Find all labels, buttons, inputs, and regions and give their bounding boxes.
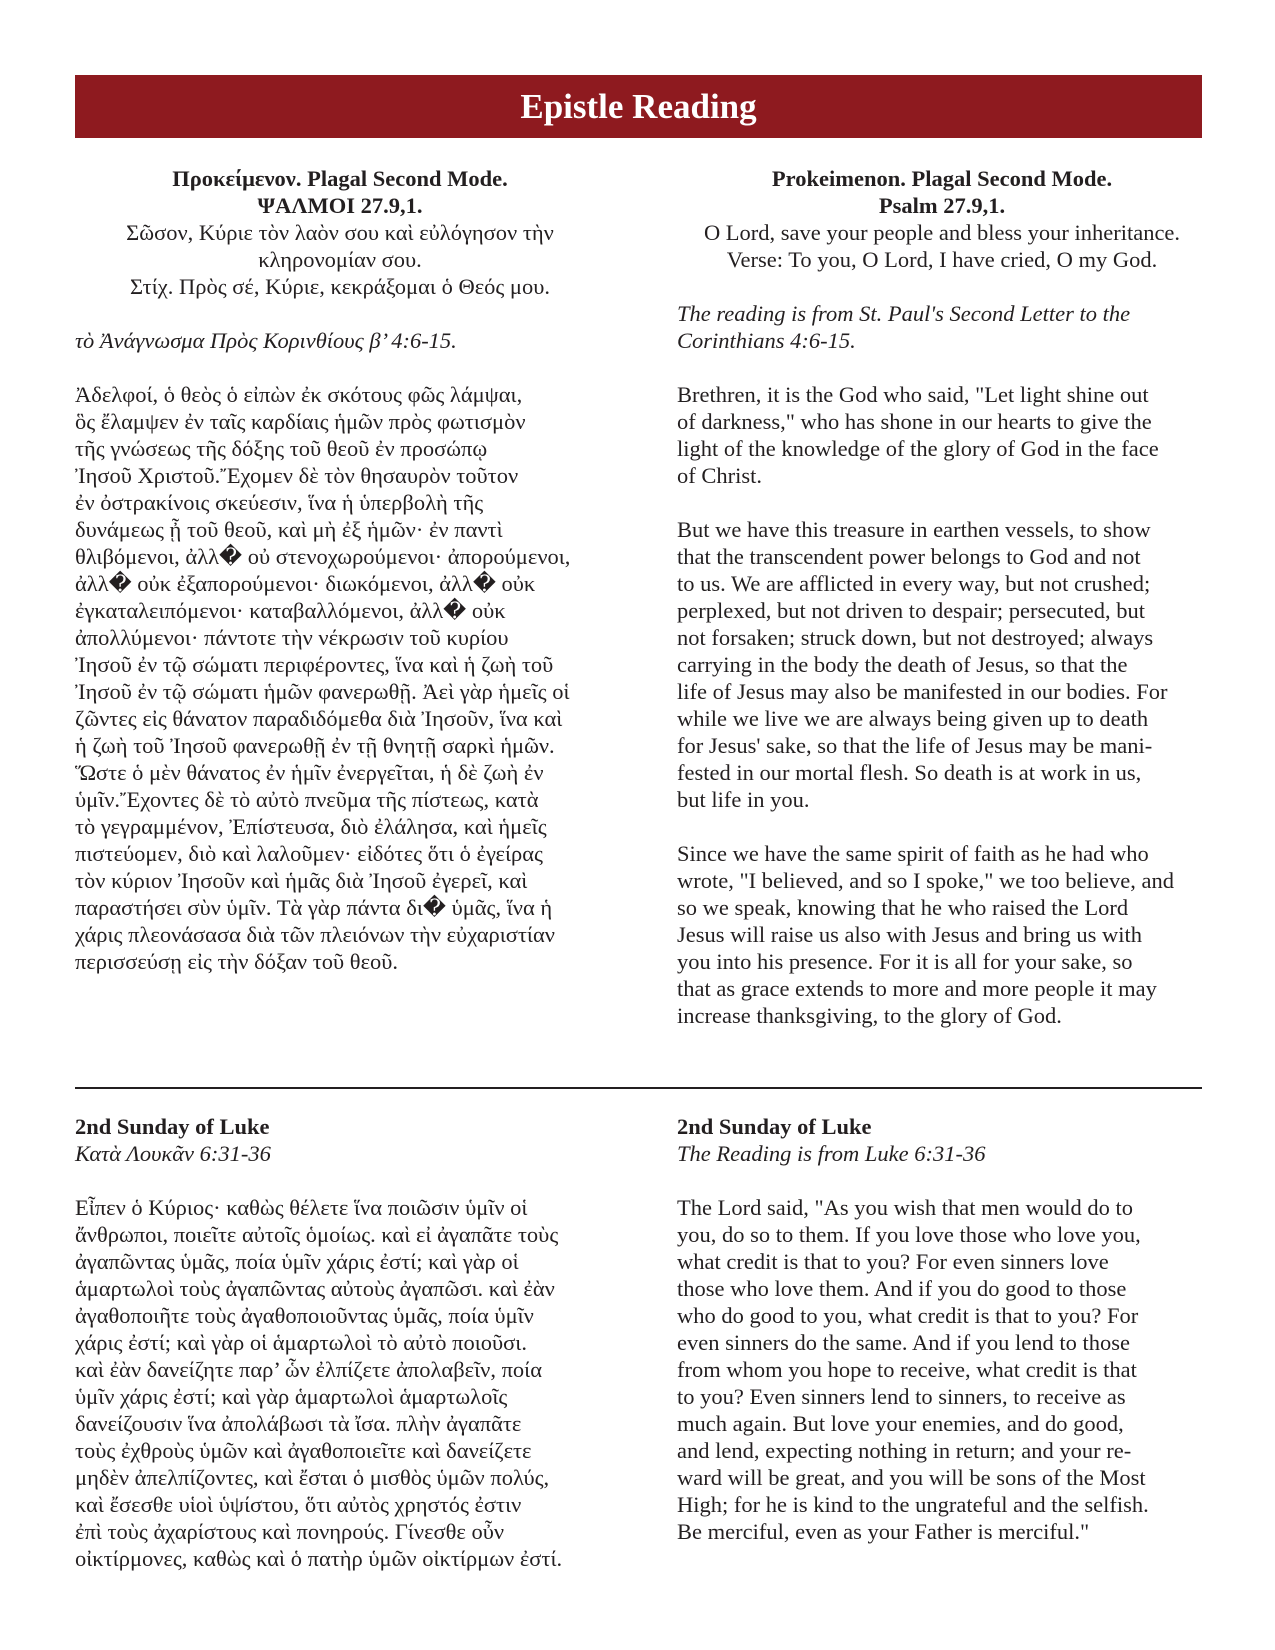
- text-line: χάρις πλεονάσασα διὰ τῶν πλειόνων τὴν εὐχαριστίαν: [75, 922, 555, 947]
- epistle-greek-text: [75, 381, 605, 975]
- epistle-english-column: [677, 165, 1207, 1029]
- text-line: Ἰησοῦ Χριστοῦ.Ἔχομεν δὲ τὸν θησαυρὸν τοῦτον: [75, 463, 519, 488]
- text-line: δανείζουσιν ἵνα ἀπολάβωσι τὰ ἴσα. πλὴν ἀγαπᾶτε: [75, 1411, 522, 1436]
- text-line: that the transcendent power belongs to God and not: [677, 544, 1141, 569]
- text-line: καὶ ἔσεσθε υἱοὶ ὑψίστου, ὅτι αὐτὸς χρηστός ἐστιν: [75, 1492, 522, 1517]
- text-line: περισσεύσῃ εἰς τὴν δόξαν τοῦ θεοῦ.: [75, 949, 399, 974]
- text-line: χάρις ἐστί; καὶ γὰρ οἱ ἁμαρτωλοὶ τὸ αὐτὸ ποιοῦσι.: [75, 1330, 527, 1355]
- gospel-greek-column: [75, 1113, 605, 1572]
- verse-line: O Lord, save your people and bless your inheritance.: [703, 220, 1181, 245]
- reading-title-greek: τὸ Ἀνάγνωσμα Πρὸς Κορινθίους β’ 4:6-15.: [75, 328, 457, 353]
- text-line: you into his presence. For it is all for your sake, so: [677, 949, 1133, 974]
- verse-line: κληρονομίαν σου.: [258, 247, 422, 272]
- text-line: ward will be great, and you will be sons of the Most: [677, 1465, 1146, 1490]
- text-line: καὶ ἐὰν δανείζητε παρ’ ὧν ἐλπίζετε ἀπολαβεῖν, ποία: [75, 1357, 543, 1382]
- text-line: light of the knowledge of the glory of God in the face: [677, 436, 1159, 461]
- text-line: much again. But love your enemies, and do good,: [677, 1411, 1124, 1436]
- epistle-greek-column: [75, 165, 605, 975]
- epistle-english-paragraph: [677, 381, 1207, 489]
- epistle-english-paragraph: [677, 516, 1207, 813]
- reading-title-english: [677, 300, 1207, 354]
- text-line: Brethren, it is the God who said, "Let light shine out: [677, 382, 1149, 407]
- text-line: ἁμαρτωλοὶ τοὺς ἀγαπῶντας αὐτοὺς ἀγαπῶσι. καὶ ἐὰν: [75, 1276, 555, 1301]
- gospel-english-text: [677, 1194, 1207, 1545]
- text-line: those who love them. And if you do good to those: [677, 1276, 1127, 1301]
- text-line: Ἰησοῦ ἐν τῷ σώματι ἡμῶν φανερωθῇ. Ἀεὶ γὰρ ἡμεῖς οἱ: [75, 679, 570, 704]
- page-title: Epistle Reading: [520, 87, 757, 126]
- text-line: The reading is from St. Paul's Second Letter to the: [677, 301, 1131, 326]
- psalm-english-heading: Psalm 27.9,1.: [878, 193, 1006, 218]
- text-line: μηδὲν ἀπελπίζοντες, καὶ ἔσται ὁ μισθὸς ὑμῶν πολύς,: [75, 1465, 550, 1490]
- text-line: τὸν κύριον Ἰησοῦν καὶ ἡμᾶς διὰ Ἰησοῦ ἐγερεῖ, καὶ: [75, 868, 528, 893]
- text-line: increase thanksgiving, to the glory of God.: [677, 1003, 1062, 1028]
- text-line: Ὥστε ὁ μὲν θάνατος ἐν ἡμῖν ἐνεργεῖται, ἡ δὲ ζωὴ ἐν: [75, 760, 544, 785]
- text-line: life of Jesus may also be manifested in our bodies. For: [677, 679, 1168, 704]
- text-line: ἐγκαταλειπόμενοι· καταβαλλόμενοι, ἀλλ� οὐκ: [75, 598, 506, 623]
- text-line: High; for he is kind to the ungrateful and the selfish.: [677, 1492, 1149, 1517]
- verse-line: Στίχ. Πρὸς σέ, Κύριε, κεκράξομαι ὁ Θεός μου.: [129, 274, 551, 299]
- text-line: ὑμῖν χάρις ἐστί; καὶ γὰρ ἁμαρτωλοὶ ἁμαρτωλοῖς: [75, 1384, 508, 1409]
- text-line: ὑμῖν.Ἔχοντες δὲ τὸ αὐτὸ πνεῦμα τῆς πίστεως, κατὰ: [75, 787, 539, 812]
- text-line: fested in our mortal flesh. So death is at work in us,: [677, 760, 1142, 785]
- text-line: ὃς ἔλαμψεν ἐν ταῖς καρδίαις ἡμῶν πρὸς φωτισμὸν: [75, 409, 526, 434]
- text-line: so we speak, knowing that he who raised the Lord: [677, 895, 1129, 920]
- gospel-english-heading: 2nd Sunday of Luke: [677, 1114, 872, 1139]
- text-line: ἀλλ� οὐκ ἐξαπορούμενοι· διωκόμενοι, ἀλλ� οὐκ: [75, 571, 536, 596]
- text-line: and lend, expecting nothing in return; and your re-: [677, 1438, 1132, 1463]
- gospel-greek-subheading: Κατὰ Λουκᾶν 6:31-36: [75, 1141, 271, 1166]
- text-line: perplexed, but not driven to despair; persecuted, but: [677, 598, 1145, 623]
- text-line: οἰκτίρμονες, καθὼς καὶ ὁ πατὴρ ὑμῶν οἰκτίρμων ἐστί.: [75, 1546, 563, 1571]
- text-line: ἀγαπῶντας ὑμᾶς, ποία ὑμῖν χάρις ἐστί; καὶ γὰρ οἱ: [75, 1249, 519, 1274]
- gospel-greek-heading: 2nd Sunday of Luke: [75, 1114, 270, 1139]
- text-line: for Jesus' sake, so that the life of Jesus may be mani-: [677, 733, 1153, 758]
- psalm-greek-heading: ΨΑΛΜΟΙ 27.9,1.: [257, 193, 423, 218]
- text-line: of Christ.: [677, 463, 763, 488]
- text-line: ἡ ζωὴ τοῦ Ἰησοῦ φανερωθῇ ἐν τῇ θνητῇ σαρκὶ ἡμῶν.: [75, 733, 555, 758]
- prokeimenon-greek-heading: Προκείμενον. Plagal Second Mode.: [172, 166, 508, 191]
- prokeimenon-english: [677, 165, 1207, 273]
- section-divider: [75, 1087, 1202, 1089]
- text-line: ἐπὶ τοὺς ἀχαρίστους καὶ πονηρούς. Γίνεσθε οὖν: [75, 1519, 505, 1544]
- text-line: ἀγαθοποιῆτε τοὺς ἀγαθοποιοῦντας ὑμᾶς, ποία ὑμῖν: [75, 1303, 534, 1328]
- text-line: even sinners do the same. And if you lend to those: [677, 1330, 1131, 1355]
- text-line: wrote, "I believed, and so I spoke," we too believe, and: [677, 868, 1174, 893]
- text-line: The Lord said, "As you wish that men would do to: [677, 1195, 1134, 1220]
- text-line: ζῶντες εἰς θάνατον παραδιδόμεθα διὰ Ἰησοῦν, ἵνα καὶ: [75, 706, 563, 731]
- text-line: But we have this treasure in earthen vessels, to show: [677, 517, 1151, 542]
- text-line: Ἀδελφοί, ὁ θεὸς ὁ εἰπὼν ἐκ σκότους φῶς λάμψαι,: [75, 382, 523, 407]
- text-line: ἄνθρωποι, ποιεῖτε αὐτοῖς ὁμοίως. καὶ εἰ ἀγαπᾶτε τοὺς: [75, 1222, 559, 1247]
- text-line: but life in you.: [677, 787, 810, 812]
- verse-line: Verse: To you, O Lord, I have cried, O my God.: [726, 247, 1158, 272]
- prokeimenon-english-heading: Prokeimenon. Plagal Second Mode.: [771, 166, 1113, 191]
- text-line: what credit is that to you? For even sinners love: [677, 1249, 1109, 1274]
- text-line: that as grace extends to more and more people it may: [677, 976, 1157, 1001]
- epistle-english-paragraph: [677, 840, 1207, 1029]
- text-line: Ἰησοῦ ἐν τῷ σώματι περιφέροντες, ἵνα καὶ ἡ ζωὴ τοῦ: [75, 652, 554, 677]
- text-line: while we live we are always being given up to death: [677, 706, 1149, 731]
- text-line: θλιβόμενοι, ἀλλ� οὐ στενοχωρούμενοι· ἀπορούμενοι,: [75, 544, 571, 569]
- text-line: of darkness," who has shone in our hearts to give the: [677, 409, 1152, 434]
- text-line: παραστήσει σὺν ὑμῖν. Τὰ γὰρ πάντα δι� ὑμᾶς, ἵνα ἡ: [75, 895, 553, 920]
- text-line: Be merciful, even as your Father is merciful.": [677, 1519, 1090, 1544]
- text-line: you, do so to them. If you love those who love you,: [677, 1222, 1141, 1247]
- text-line: Since we have the same spirit of faith as he had who: [677, 841, 1149, 866]
- text-line: not forsaken; struck down, but not destroyed; always: [677, 625, 1154, 650]
- gospel-english-column: [677, 1113, 1207, 1545]
- text-line: who do good to you, what credit is that to you? For: [677, 1303, 1139, 1328]
- text-line: τοὺς ἐχθροὺς ὑμῶν καὶ ἀγαθοποιεῖτε καὶ δανείζετε: [75, 1438, 532, 1463]
- verse-line: Σῶσον, Κύριε τὸν λαὸν σου καὶ εὐλόγησον τὴν: [126, 220, 554, 245]
- gospel-greek-text: [75, 1194, 605, 1572]
- text-line: τῆς γνώσεως τῆς δόξης τοῦ θεοῦ ἐν προσώπῳ: [75, 436, 488, 461]
- text-line: to you? Even sinners lend to sinners, to receive as: [677, 1384, 1126, 1409]
- text-line: Jesus will raise us also with Jesus and bring us with: [677, 922, 1142, 947]
- text-line: from whom you hope to receive, what credit is that: [677, 1357, 1137, 1382]
- text-line: carrying in the body the death of Jesus, so that the: [677, 652, 1128, 677]
- text-line: ἐν ὀστρακίνοις σκεύεσιν, ἵνα ἡ ὑπερβολὴ τῆς: [75, 490, 484, 515]
- prokeimenon-greek: [75, 165, 605, 300]
- text-line: ἀπολλύμενοι· πάντοτε τὴν νέκρωσιν τοῦ κυρίου: [75, 625, 509, 650]
- text-line: τὸ γεγραμμένον, Ἐπίστευσα, διὸ ἐλάλησα, καὶ ἡμεῖς: [75, 814, 547, 839]
- text-line: δυνάμεως ᾖ τοῦ θεοῦ, καὶ μὴ ἐξ ἡμῶν· ἐν παντὶ: [75, 517, 503, 542]
- text-line: to us. We are afflicted in every way, but not crushed;: [677, 571, 1151, 596]
- gospel-english-subheading: The Reading is from Luke 6:31-36: [677, 1141, 986, 1166]
- text-line: πιστεύομεν, διὸ καὶ λαλοῦμεν· εἰδότες ὅτι ὁ ἐγείρας: [75, 841, 543, 866]
- text-line: Corinthians 4:6-15.: [677, 328, 856, 353]
- page-title-banner: [75, 75, 1202, 138]
- text-line: Εἶπεν ὁ Κύριος· καθὼς θέλετε ἵνα ποιῶσιν ὑμῖν οἱ: [75, 1195, 528, 1220]
